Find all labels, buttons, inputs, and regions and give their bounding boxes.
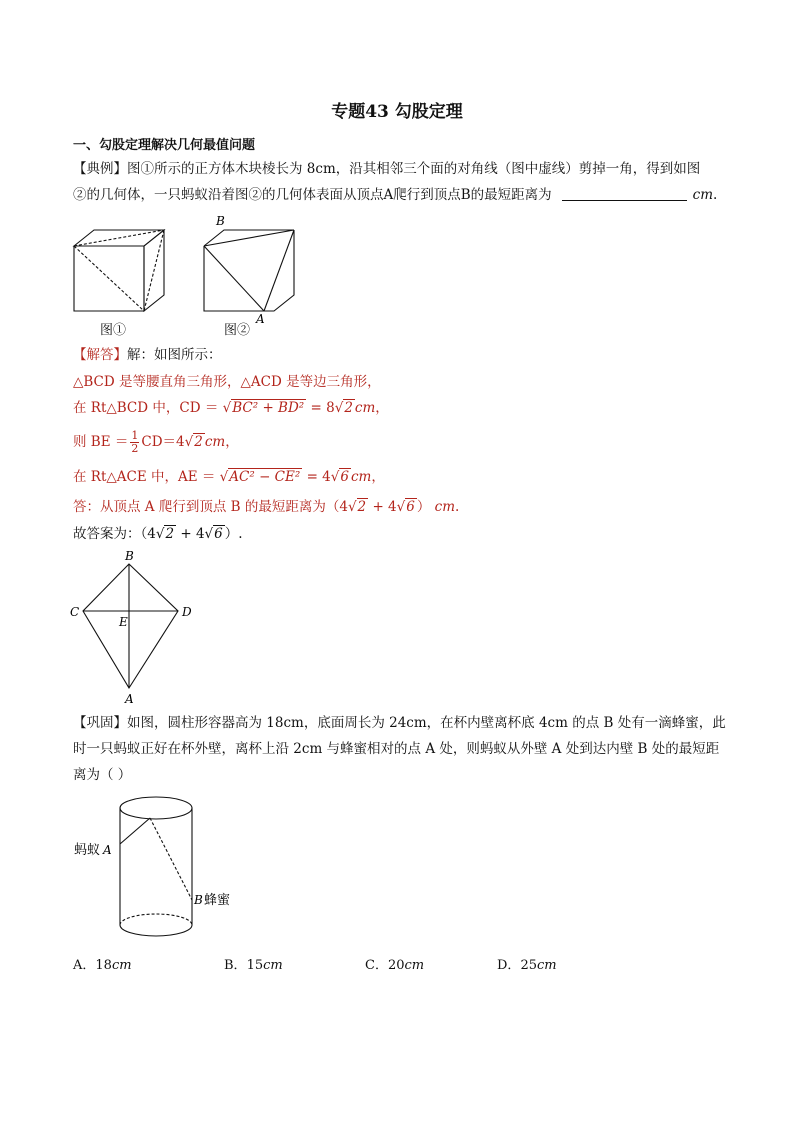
step-5-plus: + 4 [372, 499, 397, 515]
step-2-text: 在 Rt△BCD 中，CD ＝ [73, 400, 219, 416]
option-d-unit: cm [536, 958, 557, 973]
final-answer-text: 故答案为：（4 [73, 526, 156, 542]
option-a[interactable] [73, 954, 132, 973]
option-c-value: 20 [387, 958, 405, 973]
consolidate-line-2: 时一只蚂蚁正好在杯外壁，离杯上沿 2cm 与蜂蜜相对的点 A 处，则蚂蚁从外壁 A 处到达内壁 B 处的最短距 [73, 741, 720, 757]
vertex-label-b: B [216, 214, 225, 228]
example-line-1 [73, 156, 723, 182]
step-4-text: 在 Rt△ACE 中，AE ＝ [73, 469, 216, 485]
figure-1-caption: 图① [100, 323, 127, 338]
option-d-letter: D． [497, 958, 521, 973]
kite-label-d: D [182, 605, 192, 619]
solution-step-1: △BCD 是等腰直角三角形，△ACD 是等边三角形， [73, 374, 381, 390]
kite-label-e: E [119, 615, 128, 629]
option-d[interactable] [497, 954, 557, 973]
step-4-end: ， [371, 469, 385, 485]
example-end: . [713, 187, 718, 203]
ant-path-outside [120, 818, 150, 844]
step-5-radicand-1: 2 [357, 499, 367, 515]
page-title: 专题43 勾股定理 [331, 102, 463, 122]
solution-step-4: 在 Rt△ACE 中，AE ＝ √AC² − CE² = 4√6 cm， [73, 469, 385, 485]
kite-label-b: B [125, 549, 134, 563]
option-b-unit: cm [263, 958, 283, 973]
kite-label-c: C [70, 605, 80, 619]
point-a-label: A [103, 843, 112, 857]
final-plus: + 4 [180, 526, 205, 542]
option-c-letter: C． [365, 958, 388, 973]
step-2-end: ， [375, 400, 389, 416]
kite-label-a: A [125, 692, 134, 706]
dashed-diagonal-front [74, 246, 144, 311]
option-a-letter: A． [73, 958, 96, 973]
step-3-radicand: 2 [194, 434, 203, 450]
option-c-unit: cm [404, 958, 425, 973]
option-b[interactable] [224, 954, 283, 973]
option-b-letter: B． [224, 958, 247, 973]
consolidate-tag: 【巩固】 [73, 715, 127, 731]
ant-path-inside [150, 818, 192, 900]
dashed-diagonal-side [144, 230, 164, 311]
figure-2-caption: 图② [224, 323, 251, 338]
kite-outline [83, 564, 178, 688]
option-a-unit: cm [111, 958, 132, 973]
one-half-fraction [130, 430, 139, 455]
final-answer-line: 故答案为：（4√2 + 4√6 ）. [73, 526, 243, 542]
final-radicand-2: 6 [214, 526, 223, 542]
solution-step-3: 则 BE ＝ $\frac{1}{2}$ CD＝4√2 cm， [73, 429, 239, 455]
solution-tag: 【解答】 [73, 347, 127, 363]
point-b-label: B [194, 893, 203, 907]
step-4-unit: cm [350, 469, 372, 485]
step-2-unit: cm [354, 400, 376, 416]
solution-intro-line [73, 342, 723, 368]
consolidate-line-1 [73, 710, 726, 736]
answer-blank [562, 186, 687, 201]
step-5-unit: cm [434, 499, 456, 515]
option-b-value: 15 [246, 958, 264, 973]
option-a-value: 18 [95, 958, 112, 973]
step-5-radicand-2: 6 [406, 499, 415, 515]
cut-front-edge [204, 246, 264, 311]
solution-intro: 解：如图所示： [127, 347, 222, 363]
cylinder-figure [70, 794, 250, 944]
final-radicand-1: 2 [165, 526, 175, 542]
cylinder-bottom-front [120, 925, 192, 936]
step-3-text: 则 BE ＝ [73, 434, 129, 450]
example-text-2: ②的几何体，一只蚂蚁沿着图②的几何体表面从顶点A爬行到顶点B的最短距离为 [73, 187, 552, 203]
final-close: ）. [224, 526, 243, 542]
consolidate-line-3: 离为（ ） [73, 767, 132, 783]
cut-top-edge [204, 230, 294, 246]
example-text-1: 图①所示的正方体木块棱长为 8cm，沿其相邻三个面的对角线（图中虚线）剪掉一角，得到如图 [127, 161, 701, 177]
step-3-unit: cm [204, 434, 226, 450]
consolidate-text-1: 如图，圆柱形容器高为 18cm，底面周长为 24cm，在杯内壁离杯底 4cm 的点 B 处有一滴蜂蜜，此 [127, 715, 726, 731]
step-5-close: ） [416, 499, 431, 515]
step-2-radicand: BC² + BD² [232, 400, 305, 416]
section-heading: 一、勾股定理解决几何最值问题 [73, 138, 256, 153]
step-4-radicand: AC² − CE² [229, 469, 301, 485]
solution-step-2: 在 Rt△BCD 中，CD ＝ √BC² + BD² = 8√2 cm， [73, 400, 389, 416]
kite-figure [66, 548, 198, 708]
vertex-label-a: A [256, 312, 265, 324]
cylinder-top-ellipse [120, 797, 192, 819]
cylinder-bottom-back [120, 914, 192, 925]
step-2-result: = 8 [310, 400, 335, 416]
fraction-numerator: 1 [131, 429, 139, 442]
answer-unit: cm [692, 187, 714, 203]
example-line-2 [73, 182, 723, 208]
example-tag: 【典例】 [73, 161, 127, 177]
step-3-end: ， [225, 434, 239, 450]
step-5-end: . [455, 499, 460, 515]
ant-label: 蚂蚁 [74, 843, 101, 858]
step-2-radicand-2: 2 [344, 400, 353, 416]
honey-label: 蜂蜜 [204, 893, 231, 908]
step-4-radicand-2: 6 [340, 469, 349, 485]
solution-step-5: 答：从顶点 A 爬行到顶点 B 的最短距离为（4√2 + 4√6 ） cm. [73, 499, 460, 515]
step-5-text: 答：从顶点 A 爬行到顶点 B 的最短距离为（4 [73, 499, 348, 515]
cube-figure-1 [68, 226, 172, 316]
step-4-result: = 4 [306, 469, 331, 485]
fraction-denominator: 2 [131, 442, 139, 455]
dashed-diagonal-top [74, 230, 164, 246]
cut-solid-figure-2 [198, 212, 306, 324]
step-3-result: CD＝4 [141, 434, 185, 450]
option-d-value: 25 [520, 958, 537, 973]
option-c[interactable] [365, 954, 424, 973]
